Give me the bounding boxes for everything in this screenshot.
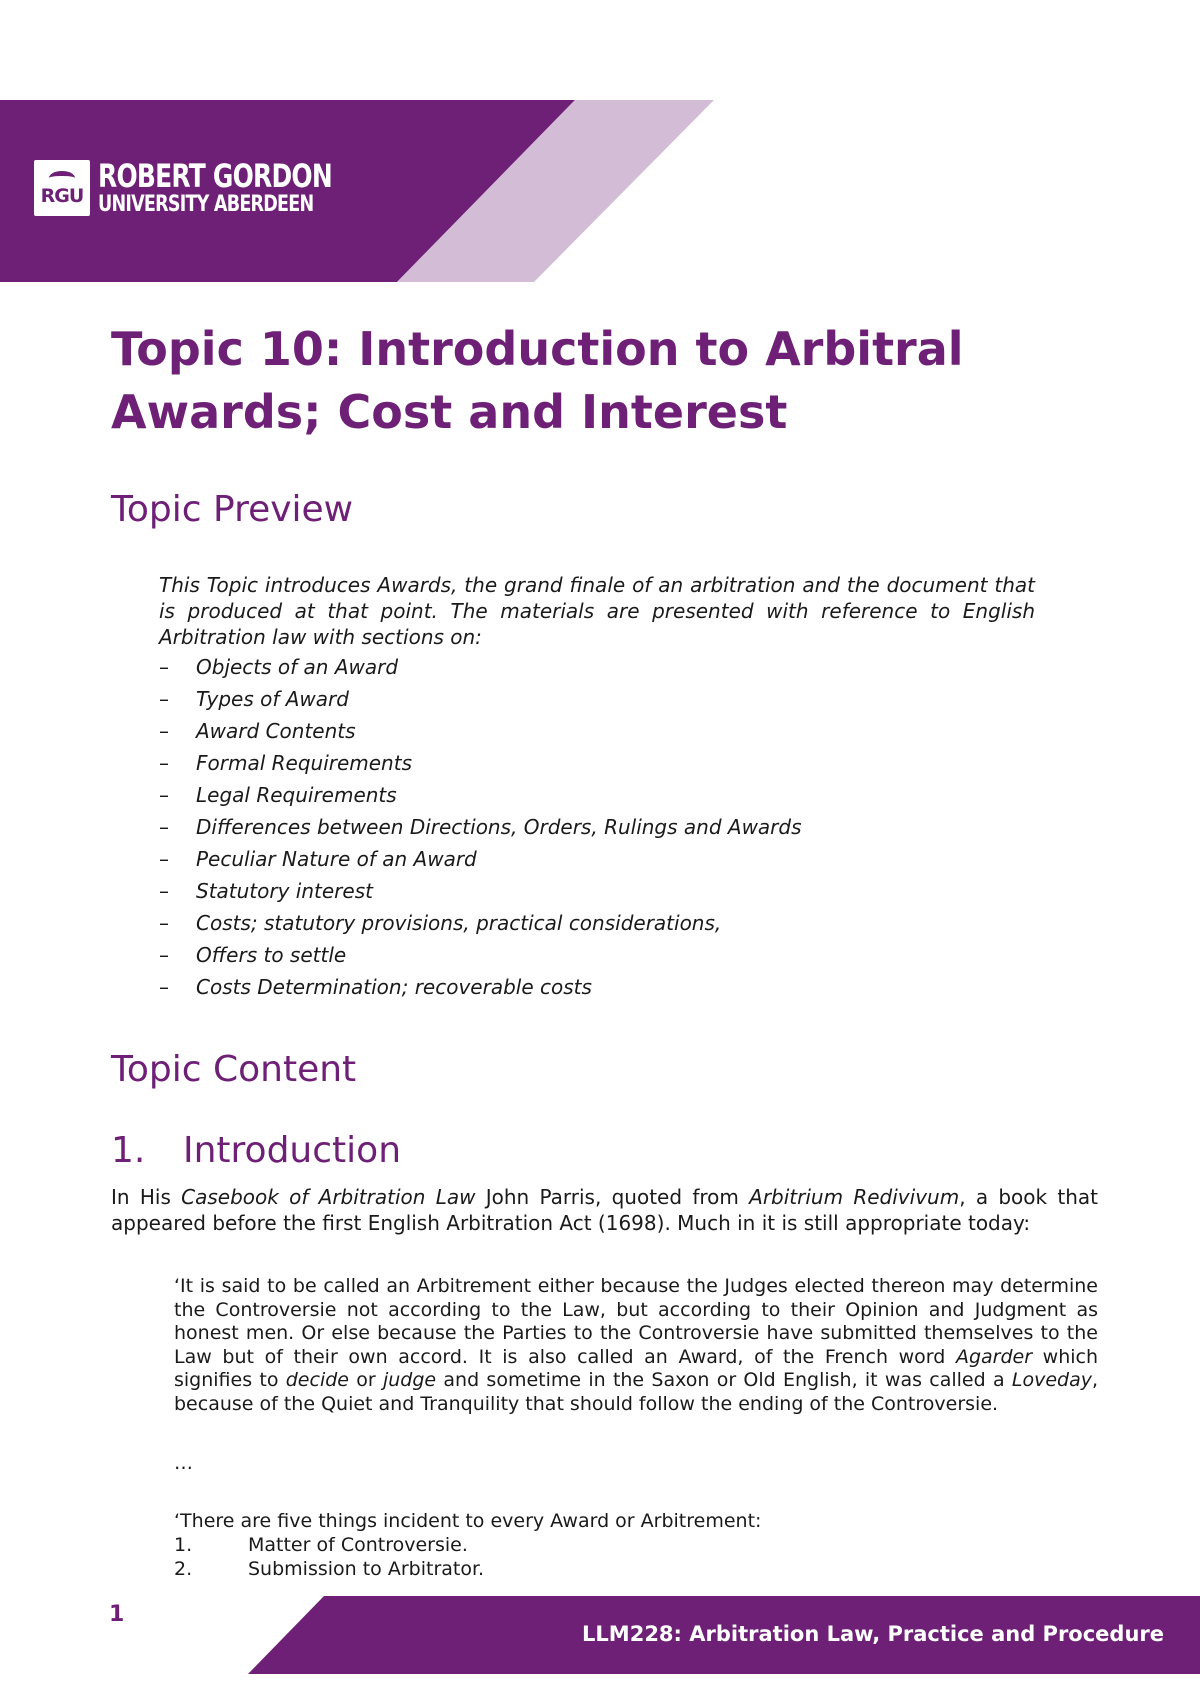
quote-list-number: 1. [174, 1534, 193, 1556]
intro-book-title: Casebook of Arbitration Law [181, 1185, 476, 1209]
quote-list-text: Matter of Controversie. [248, 1534, 468, 1556]
course-title: LLM228: Arbitration Law, Practice and Procedure [582, 1622, 1164, 1646]
preview-list-item-text: Award Contents [196, 719, 356, 743]
preview-list-item-text: Costs Determination; recoverable costs [196, 975, 592, 999]
list-marker: – [159, 719, 169, 743]
list-marker: – [159, 783, 169, 807]
preview-list [159, 654, 802, 1006]
quote-list-number: 2. [174, 1557, 193, 1580]
preview-list-item [159, 686, 802, 718]
quote-emphasis: Loveday [1011, 1369, 1092, 1391]
content-heading: Topic Content [111, 1049, 357, 1090]
quote-emphasis: decide [285, 1369, 349, 1391]
intro-book-title: Arbitrium Redivivum [749, 1185, 960, 1209]
block-quote [174, 1275, 1098, 1416]
quote-text: which signifies to [174, 1345, 1099, 1391]
document-title: Topic 10: Introduction to Arbitral Awards; Cost and Interest [111, 322, 964, 439]
quote-ellipsis: … [174, 1452, 193, 1474]
list-marker: – [159, 847, 169, 871]
preview-list-item [159, 750, 802, 782]
intro-text: In His [111, 1185, 182, 1209]
preview-list-item [159, 974, 802, 1006]
quote-text: ‘It is said to be called an Arbitrement either because the Judges elected thereon may determine the Controversie not according to the Law, but according to their Opinion and Judgment as honest men. Or else because the Parties to the Controversie have submitted themselves to the Law but of their own accord. It is also called an Award, of the French word [174, 1275, 1098, 1368]
logo-mark [34, 160, 90, 216]
preview-list-item-text: Statutory interest [196, 879, 373, 903]
graduation-cap-icon [49, 171, 75, 185]
list-marker: – [159, 879, 169, 903]
preview-list-item-text: Offers to settle [196, 943, 347, 967]
quote-emphasis: judge [382, 1369, 437, 1391]
preview-list-item-text: Formal Requirements [196, 751, 412, 775]
preview-list-item-text: Peculiar Nature of an Award [196, 847, 477, 871]
quote-numbered-list [174, 1534, 484, 1581]
logo-line-2: UNIVERSITY ABERDEEN [98, 190, 314, 217]
preview-intro: This Topic introduces Awards, the grand finale of an arbitration and the document that is produced at that point. The materials are presented with reference to English Arbitration law with sections on: [159, 573, 1035, 649]
logo-wordmark [98, 157, 398, 217]
block-quote-2-intro: ‘There are five things incident to every Award or Arbitrement: [174, 1510, 762, 1532]
logo-mark-text: RGU [40, 184, 84, 207]
preview-heading: Topic Preview [111, 489, 354, 530]
preview-list-item [159, 814, 802, 846]
quote-list-text: Submission to Arbitrator. [248, 1557, 485, 1580]
list-marker: – [159, 975, 169, 999]
preview-list-item [159, 718, 802, 750]
preview-list-item [159, 846, 802, 878]
preview-list-item-text: Types of Award [196, 687, 349, 711]
preview-list-item-text: Legal Requirements [196, 783, 397, 807]
quote-emphasis: Agarder [955, 1345, 1033, 1368]
logo-line-1: ROBERT GORDON [98, 157, 332, 196]
list-marker: – [159, 751, 169, 775]
quote-list-item [174, 1534, 484, 1558]
preview-list-item [159, 942, 802, 974]
quote-text: or [348, 1369, 383, 1391]
preview-list-item [159, 910, 802, 942]
quote-list-item [174, 1558, 484, 1582]
page-number: 1 [109, 1602, 125, 1627]
list-marker: – [159, 911, 169, 935]
intro-text: John Parris, quoted from [475, 1185, 750, 1209]
list-marker: – [159, 943, 169, 967]
quote-text: and sometime in the Saxon or Old English, it was called a [436, 1369, 1012, 1391]
intro-paragraph [111, 1184, 1098, 1236]
list-marker: – [159, 687, 169, 711]
preview-list-item-text: Costs; statutory provisions, practical considerations, [196, 911, 722, 935]
list-marker: – [159, 655, 169, 679]
university-logo [34, 157, 398, 217]
quote-text: , because of the Quiet and Tranquility that should follow the ending of the Controversie. [174, 1369, 1099, 1415]
list-marker: – [159, 815, 169, 839]
intro-text: , a book that appeared before the first English Arbitration Act (1698). Much in it is still appropriate today: [111, 1185, 1098, 1235]
preview-list-item-text: Differences between Directions, Orders, Rulings and Awards [196, 815, 802, 839]
section-number: 1. [111, 1130, 146, 1171]
preview-list-item [159, 654, 802, 686]
preview-list-item-text: Objects of an Award [196, 655, 399, 679]
section-title: Introduction [183, 1130, 402, 1171]
section-heading-introduction [111, 1130, 401, 1171]
preview-list-item [159, 782, 802, 814]
preview-list-item [159, 878, 802, 910]
